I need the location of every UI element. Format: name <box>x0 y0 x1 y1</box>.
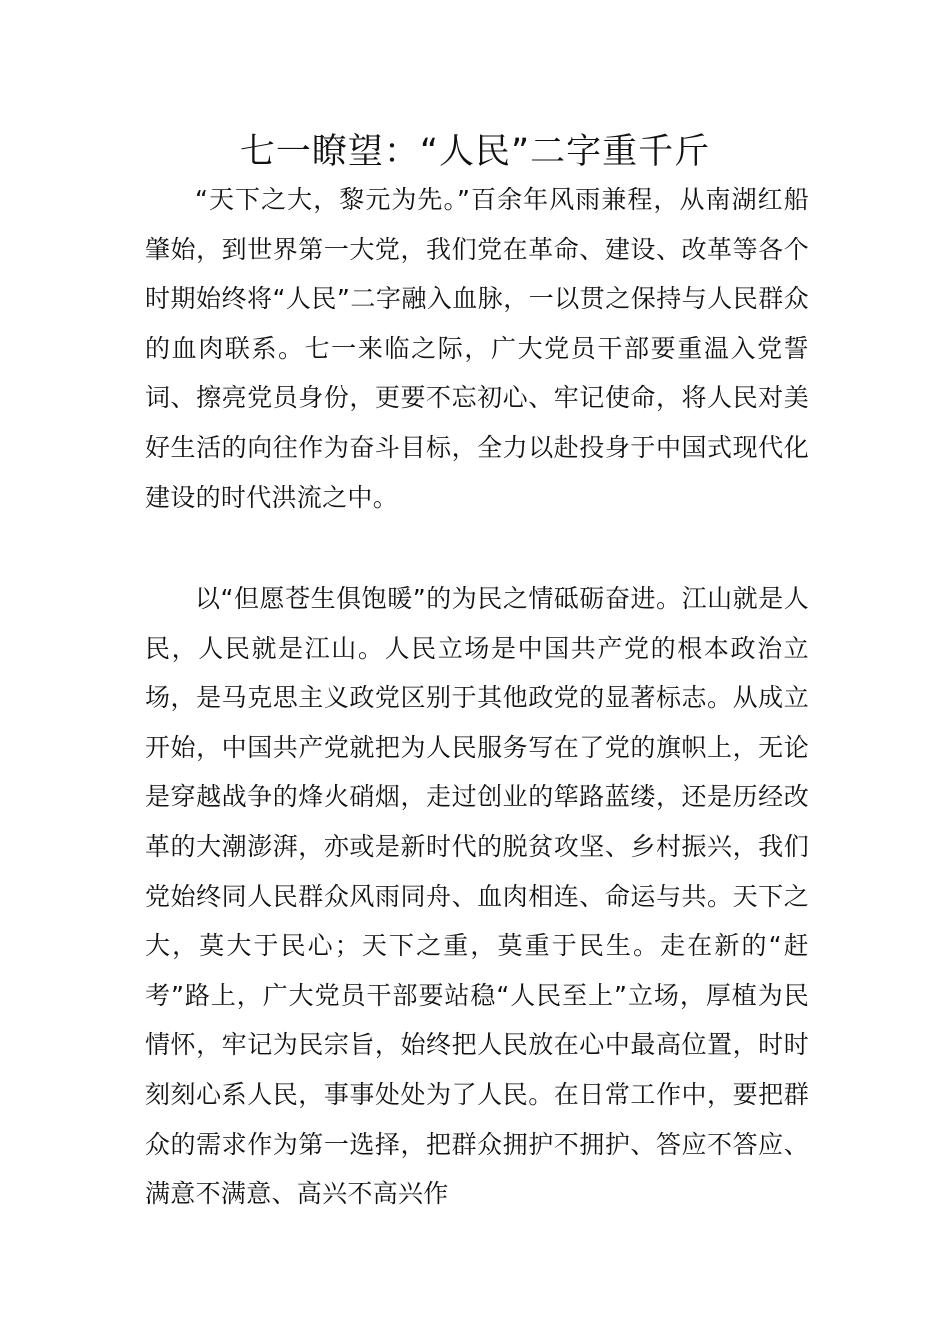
document-title: 七一瞭望：“人民”二字重千斤 <box>239 132 711 172</box>
paragraph-1: “天下之大，黎元为先。”百余年风雨兼程，从南湖红船肇始，到世界第一大党，我们党在革命、建设、改革等各个时期始终将“人民”二字融入血脉，一以贯之保持与人民群众的血肉联系。七一来临之际，广大党员干部要重温入党誓词、擦亮党员身份，更要不忘初心、牢记使命，将人民对美好生活的向往作为奋斗目标，全力以赴投身于中国式现代化建设的时代洪流之中。 <box>145 185 809 512</box>
paragraph-2: 以“但愿苍生俱饱暖”的为民之情砥砺奋进。江山就是人民，人民就是江山。人民立场是中国共产党的根本政治立场，是马克思主义政党区别于其他政党的显著标志。从成立开始，中国共产党就把为人民服务写在了党的旗帜上，无论是穿越战争的烽火硝烟，走过创业的筚路蓝缕，还是历经改革的大潮澎湃，亦或是新时代的脱贫攻坚、乡村振兴，我们党始终同人民群众风雨同舟、血肉相连、命运与共。天下之大，莫大于民心；天下之重，莫重于民生。走在新的“赶考”路上，广大党员干部要站稳“人民至上”立场，厚植为民情怀，牢记为民宗旨，始终把人民放在心中最高位置，时时刻刻心系人民，事事处处为了人民。在日常工作中，要把群众的需求作为第一选择，把群众拥护不拥护、答应不答应、满意不满意、高兴不高兴作 <box>145 584 809 1209</box>
